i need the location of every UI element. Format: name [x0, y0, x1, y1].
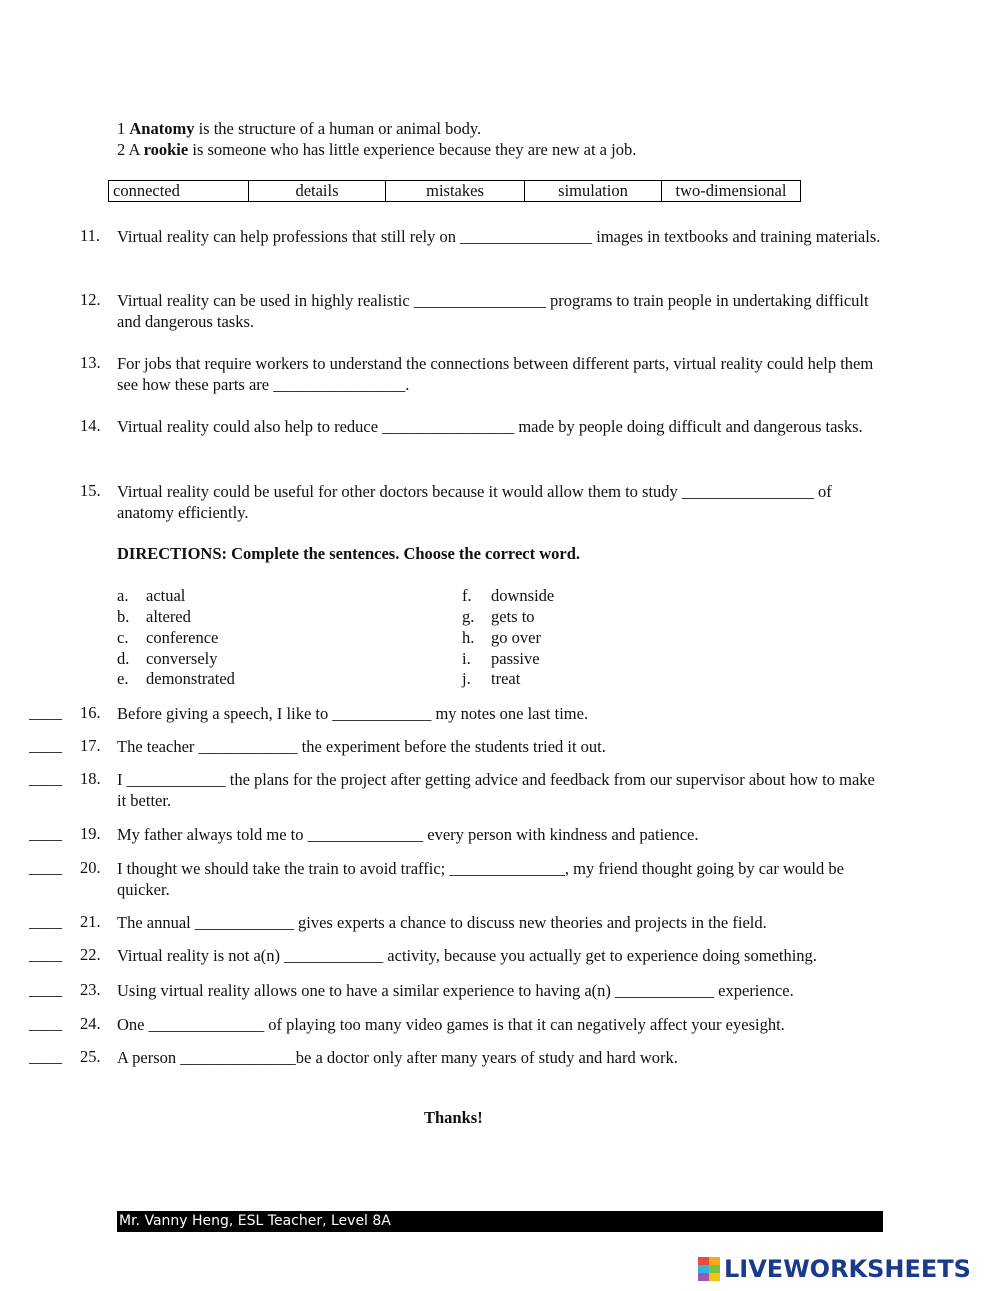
- liveworksheets-logo[interactable]: [698, 1255, 971, 1283]
- question-text[interactable]: The annual ____________ gives experts a chance to discuss new theories and projects in the field.: [117, 913, 767, 932]
- glossary-line-1: 1 Anatomy is the structure of a human or animal body.: [117, 119, 482, 138]
- answer-blank[interactable]: ____: [29, 945, 62, 964]
- question-text[interactable]: Using virtual reality allows one to have a similar experience to having a(n) ____________ experience.: [117, 981, 794, 1000]
- question-text[interactable]: A person ______________be a doctor only after many years of study and hard work.: [117, 1048, 678, 1067]
- option-c: c. conference: [117, 628, 219, 647]
- word-bank-cell: two-dimensional: [662, 181, 801, 202]
- option-h: h. go over: [462, 628, 541, 647]
- word-bank-cell: mistakes: [386, 181, 525, 202]
- answer-blank[interactable]: ____: [29, 858, 62, 877]
- answer-blank[interactable]: ____: [29, 824, 62, 843]
- word-bank-cell: details: [249, 181, 386, 202]
- option-f: f. downside: [462, 586, 555, 605]
- question-text[interactable]: Virtual reality could be useful for other doctors because it would allow them to study ________________ of anatomy efficiently.: [117, 482, 832, 522]
- word-bank-cell: simulation: [525, 181, 662, 202]
- question-text[interactable]: Before giving a speech, I like to ____________ my notes one last time.: [117, 704, 589, 723]
- word-bank-table: [108, 180, 801, 202]
- answer-blank[interactable]: ____: [29, 1014, 62, 1033]
- answer-blank[interactable]: ____: [29, 1047, 62, 1066]
- question-text[interactable]: For jobs that require workers to understand the connections between different parts, virtual reality could help them see how these parts are ________________.: [117, 354, 874, 394]
- option-i: i. passive: [462, 649, 540, 668]
- option-g: g. gets to: [462, 607, 535, 626]
- logo-blocks-icon: [698, 1257, 720, 1281]
- option-j: j. treat: [462, 669, 521, 688]
- glossary-line-2: 2 A rookie is someone who has little experience because they are new at a job.: [117, 140, 637, 159]
- footer-bar: Mr. Vanny Heng, ESL Teacher, Level 8A: [117, 1211, 883, 1232]
- question-text[interactable]: Virtual reality could also help to reduce ________________ made by people doing difficult and dangerous tasks.: [117, 417, 863, 436]
- option-a: a. actual: [117, 586, 186, 605]
- answer-blank[interactable]: ____: [29, 769, 62, 788]
- question-text[interactable]: I ____________ the plans for the project after getting advice and feedback from our supervisor about how to make it better.: [117, 770, 875, 810]
- answer-blank[interactable]: ____: [29, 703, 62, 722]
- option-b: b. altered: [117, 607, 191, 626]
- option-d: d. conversely: [117, 649, 218, 668]
- brand-name: LIVEWORKSHEETS: [724, 1255, 971, 1283]
- directions-heading: DIRECTIONS: Complete the sentences. Choose the correct word.: [117, 544, 580, 563]
- glossary-term-anatomy: Anatomy: [129, 119, 195, 138]
- question-text[interactable]: Virtual reality can be used in highly realistic ________________ programs to train people in undertaking difficult and dangerous tasks.: [117, 291, 869, 331]
- answer-blank[interactable]: ____: [29, 912, 62, 931]
- glossary-term-rookie: rookie: [143, 140, 189, 159]
- thanks-text: Thanks!: [424, 1108, 483, 1127]
- question-text[interactable]: The teacher ____________ the experiment before the students tried it out.: [117, 737, 606, 756]
- question-text[interactable]: Virtual reality is not a(n) ____________ activity, because you actually get to experience doing something.: [117, 946, 817, 965]
- answer-blank[interactable]: ____: [29, 980, 62, 999]
- question-text[interactable]: I thought we should take the train to avoid traffic; ______________, my friend thought going by car would be quicker.: [117, 859, 844, 899]
- word-bank-cell: connected: [109, 181, 249, 202]
- question-text[interactable]: My father always told me to ______________ every person with kindness and patience.: [117, 825, 699, 844]
- option-e: e. demonstrated: [117, 669, 235, 688]
- question-text[interactable]: Virtual reality can help professions that still rely on ________________ images in textbooks and training materials.: [117, 227, 881, 246]
- answer-blank[interactable]: ____: [29, 736, 62, 755]
- question-text[interactable]: One ______________ of playing too many video games is that it can negatively affect your eyesight.: [117, 1015, 785, 1034]
